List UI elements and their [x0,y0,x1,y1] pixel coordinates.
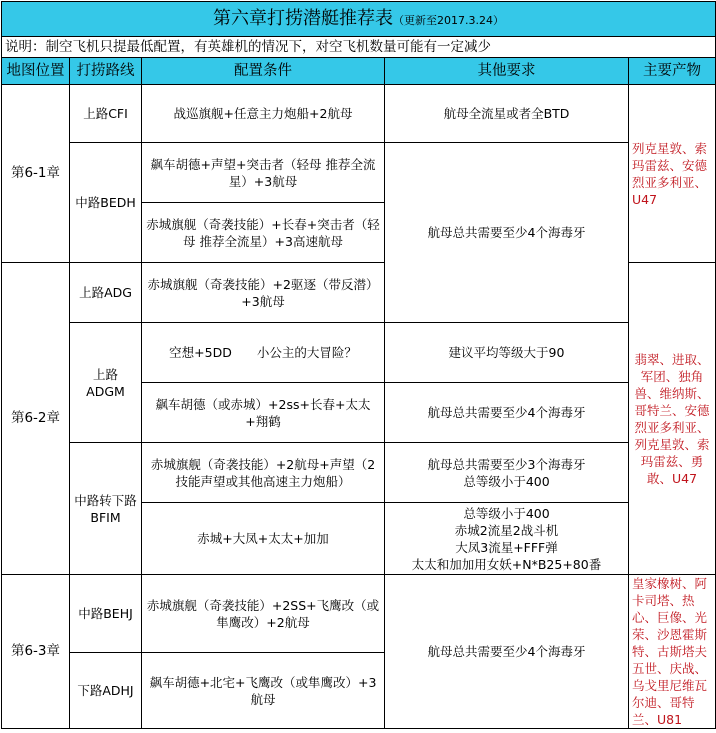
route-behj: 中路BEHJ [70,575,142,653]
products-6-1: 列克星敦、索玛雷兹、安德烈亚多利亚、U47 [629,85,716,263]
requirement-line: 总等级小于400 [463,473,550,489]
config-cell: 飙车胡德+声望+突击者（轻母 推荐全流星）+3航母 [142,143,385,203]
requirement-cell: 建议平均等级大于90 [385,323,629,383]
header-requirements: 其他要求 [385,58,629,85]
route-bfim: 中路转下路BFIM [70,443,142,575]
config-cell: 赤城旗舰（奇袭技能）+2航母+声望（2技能声望或其他高速主力炮船） [142,443,385,503]
config-cell: 赤城旗舰（奇袭技能）+2驱逐（带反潜）+3航母 [142,263,385,323]
products-6-3: 皇家橡树、阿卡司塔、热心、巨像、光荣、沙恩霍斯特、古斯塔夫五世、庆战、乌戈里尼维瓦尔迪、哥特兰、U81 [629,575,716,729]
chapter-6-1: 第6-1章 [2,85,70,263]
requirement-line: 太太和加加用女妖+N*B25+80番 [411,556,602,572]
config-cell: 战巡旗舰+任意主力炮船+2航母 [142,85,385,143]
config-cell: 飙车胡德+北宅+飞鹰改（或隼鹰改）+3航母 [142,653,385,729]
chapter-6-2: 第6-2章 [2,263,70,575]
title-text: 第六章打捞潜艇推荐表 [213,7,394,29]
note-text: 说明：制空飞机只提最低配置，有英雄机的情况下，对空飞机数量可能有一定减少 [2,37,716,58]
route-cfi: 上路CFI [70,85,142,143]
update-date: （更新至2017.3.24） [393,13,505,27]
route-bedh: 中路BEDH [70,143,142,263]
config-cell: 赤城+大凤+太太+加加 [142,503,385,575]
requirement-cell: 航母总共需要至少4个海毒牙 [385,383,629,443]
route-adg: 上路ADG [70,263,142,323]
header-map-location: 地图位置 [2,58,70,85]
requirement-line: 总等级小于400 [463,505,550,521]
requirement-line: 航母总共需要至少3个海毒牙 [427,456,586,472]
salvage-table [1,1,716,729]
header-route: 打捞路线 [70,58,142,85]
products-6-2: 翡翠、进取、军团、独角兽、维纳斯、哥特兰、安德烈亚多利亚、列克星敦、索玛雷兹、勇敢、U47 [629,263,716,575]
config-cell: 飙车胡德（或赤城）+2ss+长春+太太+翔鹤 [142,383,385,443]
route-adgm: 上路ADGM [70,323,142,443]
requirement-cell: 航母总共需要至少4个海毒牙 [385,143,629,323]
route-adhj: 下路ADHJ [70,653,142,729]
chapter-6-3: 第6-3章 [2,575,70,729]
header-config: 配置条件 [142,58,385,85]
config-cell: 赤城旗舰（奇袭技能）+长春+突击者（轻母 推荐全流星）+3高速航母 [142,203,385,263]
requirement-line: 大凤3流星+FFF弹 [455,539,558,555]
requirement-line: 赤城2流星2战斗机 [454,522,559,538]
requirement-cell: 航母总共需要至少4个海毒牙 [385,575,629,729]
config-cell: 空想+5DD 小公主的大冒险？ [142,323,385,383]
requirement-cell: 航母全流星或者全BTD [385,85,629,143]
table-title [2,2,716,37]
config-cell: 赤城旗舰（奇袭技能）+2SS+飞鹰改（或隼鹰改）+2航母 [142,575,385,653]
requirement-cell [385,503,629,575]
requirement-cell [385,443,629,503]
header-products: 主要产物 [629,58,716,85]
